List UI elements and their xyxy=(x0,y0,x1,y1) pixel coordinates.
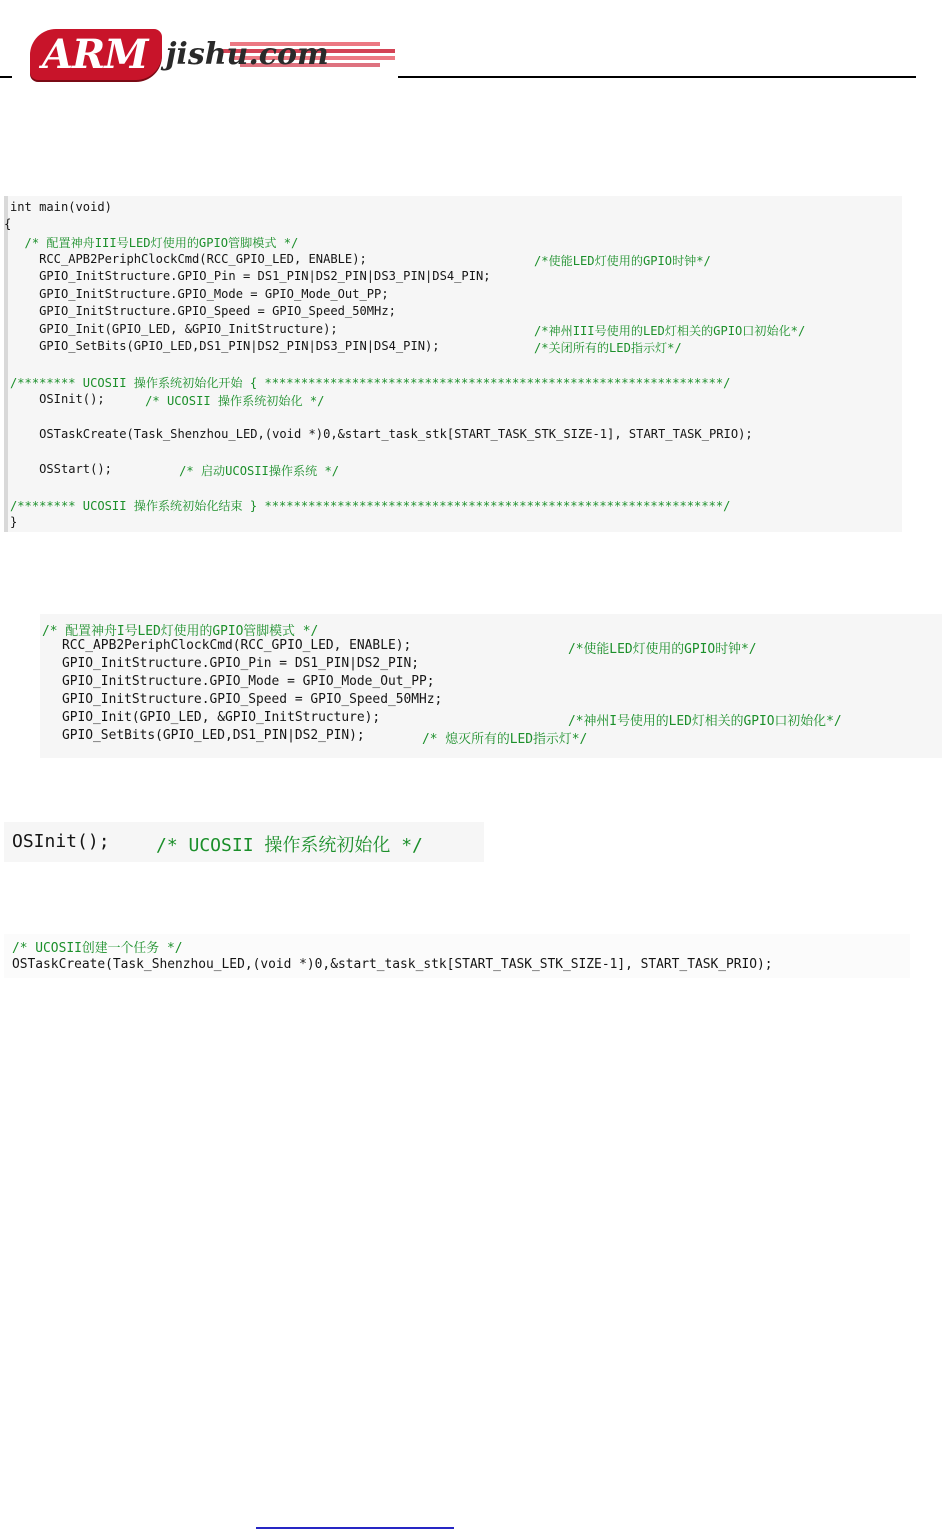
comment-banner: /******** UCOSII 操作系统初始化开始 { ***************************************************************/ xyxy=(10,376,731,390)
code-line: GPIO_SetBits(GPIO_LED,DS1_PIN|DS2_PIN|DS3_PIN|DS4_PIN); xyxy=(10,339,440,353)
code-line: GPIO_InitStructure.GPIO_Speed = GPIO_Speed_50MHz; xyxy=(10,304,396,318)
header-rule-left xyxy=(0,76,12,78)
side-comment: /* 熄灭所有的LED指示灯*/ xyxy=(422,732,588,747)
code-line: RCC_APB2PeriphClockCmd(RCC_GPIO_LED, ENABLE); xyxy=(62,638,412,653)
code-line: OSTaskCreate(Task_Shenzhou_LED,(void *)0,&start_task_stk[START_TASK_STK_SIZE-1], START_TASK_PRIO); xyxy=(12,957,773,972)
code-line: GPIO_SetBits(GPIO_LED,DS1_PIN|DS2_PIN); xyxy=(62,728,365,743)
code-line: OSInit(); xyxy=(12,831,110,852)
side-comment: /* 启动UCOSII操作系统 */ xyxy=(150,464,340,478)
footer-link-underline[interactable] xyxy=(256,1527,454,1529)
code-line: GPIO_Init(GPIO_LED, &GPIO_InitStructure); xyxy=(62,710,381,725)
code-line: GPIO_InitStructure.GPIO_Mode = GPIO_Mode_Out_PP; xyxy=(62,674,435,689)
code-panel-main xyxy=(4,196,902,532)
side-comment: /*关闭所有的LED指示灯*/ xyxy=(534,341,682,355)
side-comment: /* UCOSII 操作系统初始化 */ xyxy=(156,835,423,856)
comment-line: /* 配置神舟I号LED灯使用的GPIO管脚模式 */ xyxy=(42,624,319,639)
code-line: GPIO_InitStructure.GPIO_Pin = DS1_PIN|DS2_PIN; xyxy=(62,656,419,671)
side-comment: /*神州III号使用的LED灯相关的GPIO口初始化*/ xyxy=(534,324,806,338)
code-line: OSInit(); xyxy=(10,392,105,406)
comment-banner: /******** UCOSII 操作系统初始化结束 } ***************************************************************/ xyxy=(10,499,731,513)
code-line: int main(void) xyxy=(10,200,112,214)
comment-line: /* UCOSII创建一个任务 */ xyxy=(12,941,183,956)
logo-site-text: jishu.com xyxy=(165,36,329,72)
code-line: { xyxy=(4,217,12,231)
editor-gutter xyxy=(4,196,8,532)
logo-text xyxy=(30,24,329,84)
side-comment: /*使能LED灯使用的GPIO时钟*/ xyxy=(534,254,711,268)
code-line: GPIO_InitStructure.GPIO_Mode = GPIO_Mode_Out_PP; xyxy=(10,287,389,301)
code-line: OSTaskCreate(Task_Shenzhou_LED,(void *)0,&start_task_stk[START_TASK_STK_SIZE-1], START_TASK_PRIO); xyxy=(10,427,753,441)
comment-line: /* 配置神舟III号LED灯使用的GPIO管脚模式 */ xyxy=(10,236,299,250)
code-panel-gpio xyxy=(40,614,942,758)
code-line: OSStart(); xyxy=(10,462,112,476)
code-panel-taskcreate xyxy=(4,934,910,978)
side-comment: /* UCOSII 操作系统初始化 */ xyxy=(116,394,325,408)
side-comment: /*使能LED灯使用的GPIO时钟*/ xyxy=(568,642,757,657)
code-line: GPIO_Init(GPIO_LED, &GPIO_InitStructure); xyxy=(10,322,338,336)
code-line: GPIO_InitStructure.GPIO_Pin = DS1_PIN|DS2_PIN|DS3_PIN|DS4_PIN; xyxy=(10,269,491,283)
code-line: GPIO_InitStructure.GPIO_Speed = GPIO_Speed_50MHz; xyxy=(62,692,443,707)
header-rule-right xyxy=(398,76,916,78)
code-panel-osinit xyxy=(4,822,484,862)
site-logo[interactable] xyxy=(30,24,390,84)
code-line: RCC_APB2PeriphClockCmd(RCC_GPIO_LED, ENABLE); xyxy=(10,252,367,266)
logo-arm-text: ARM xyxy=(30,29,162,80)
code-line: } xyxy=(10,515,18,529)
side-comment: /*神州I号使用的LED灯相关的GPIO口初始化*/ xyxy=(568,714,842,729)
